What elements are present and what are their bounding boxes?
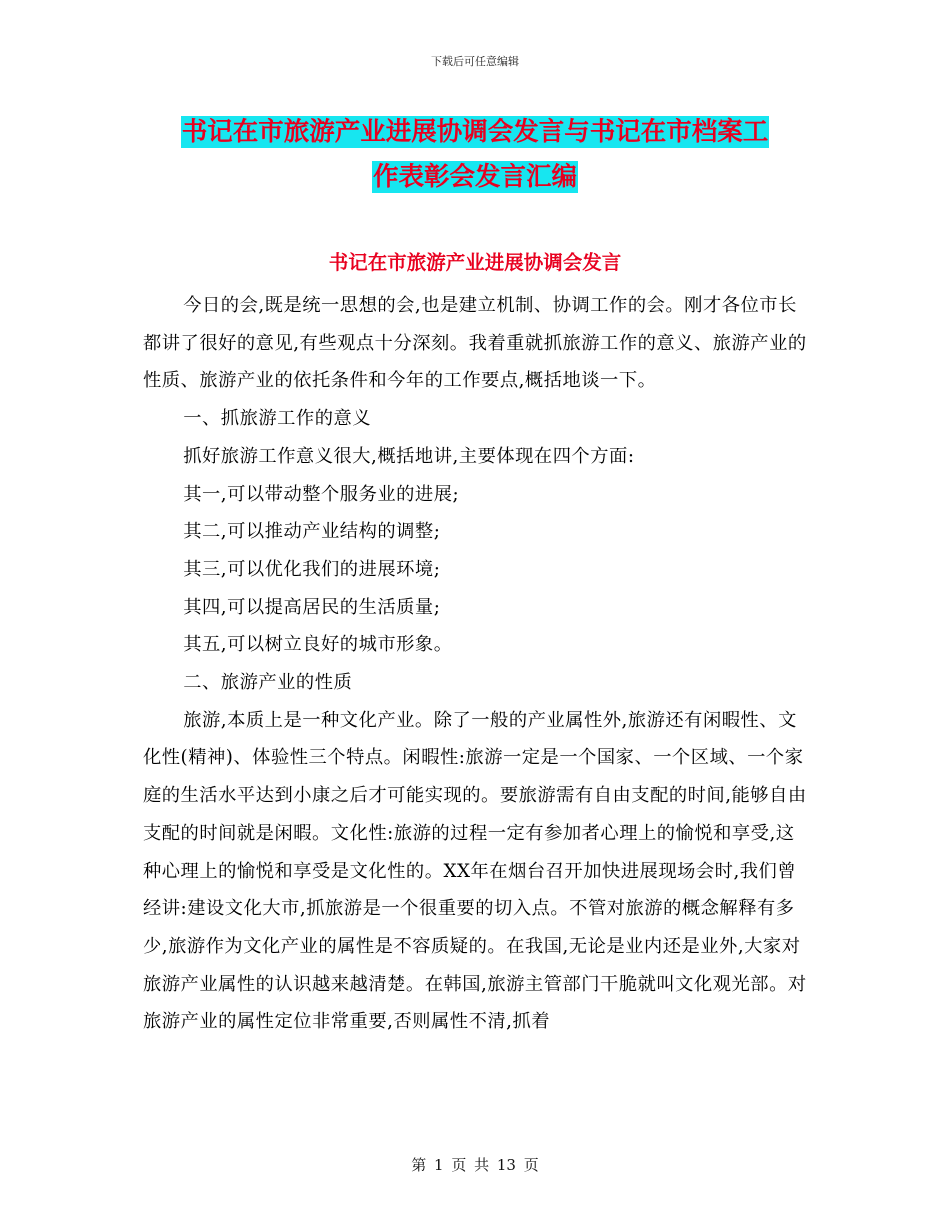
paragraph: 其二,可以推动产业结构的调整; <box>183 521 441 543</box>
paragraph: 其四,可以提高居民的生活质量; <box>183 596 441 618</box>
section-title: 书记在市旅游产业进展协调会发言 <box>328 251 622 274</box>
paragraph: 其一,可以带动整个服务业的进展; <box>183 483 460 505</box>
paragraph: 其五,可以树立良好的城市形象。 <box>183 634 453 656</box>
paragraph: 抓好旅游工作意义很大,概括地讲,主要体现在四个方面: <box>183 445 635 467</box>
document-title <box>0 110 950 200</box>
page-footer: 第 1 页 共 13 页 <box>411 1156 539 1174</box>
paragraph: 一、抓旅游工作的意义 <box>183 408 372 430</box>
paragraph: 二、旅游产业的性质 <box>183 672 353 694</box>
paragraph: 其三,可以优化我们的进展环境; <box>183 558 441 580</box>
paragraph: 今日的会,既是统一思想的会,也是建立机制、协调工作的会。刚才各位市长都讲了很好的意见,有些观点十分深刻。我着重就抓旅游工作的意义、旅游产业的性质、旅游产业的依托条件和今年的工作要点,概括地谈一下。 <box>143 295 807 392</box>
title-line-1: 书记在市旅游产业进展协调会发言与书记在市档案工 <box>181 117 769 147</box>
document-body <box>143 287 807 1041</box>
title-line-2: 作表彰会发言汇编 <box>372 162 577 192</box>
paragraph: 旅游,本质上是一种文化产业。除了一般的产业属性外,旅游还有闲暇性、文化性(精神)、体验性三个特点。闲暇性:旅游一定是一个国家、一个区域、一个家庭的生活水平达到小康之后才可能实现的。要旅游需有自由支配的时间,能够自由支配的时间就是闲暇。文化性:旅游的过程一定有参加者心理上的愉悦和享受,这种心理上的愉悦和享受是文化性的。XX年在烟台召开加快进展现场会时,我们曾经讲:建设文化大市,抓旅游是一个很重要的切入点。不管对旅游的概念解释有多少,旅游作为文化产业的属性是不容质疑的。在我国,无论是业内还是业外,大家对旅游产业属性的认识越来越清楚。在韩国,旅游主管部门干脆就叫文化观光部。对旅游产业的属性定位非常重要,否则属性不清,抓着 <box>143 709 807 1033</box>
page-header-note: 下载后可任意编辑 <box>431 55 519 68</box>
